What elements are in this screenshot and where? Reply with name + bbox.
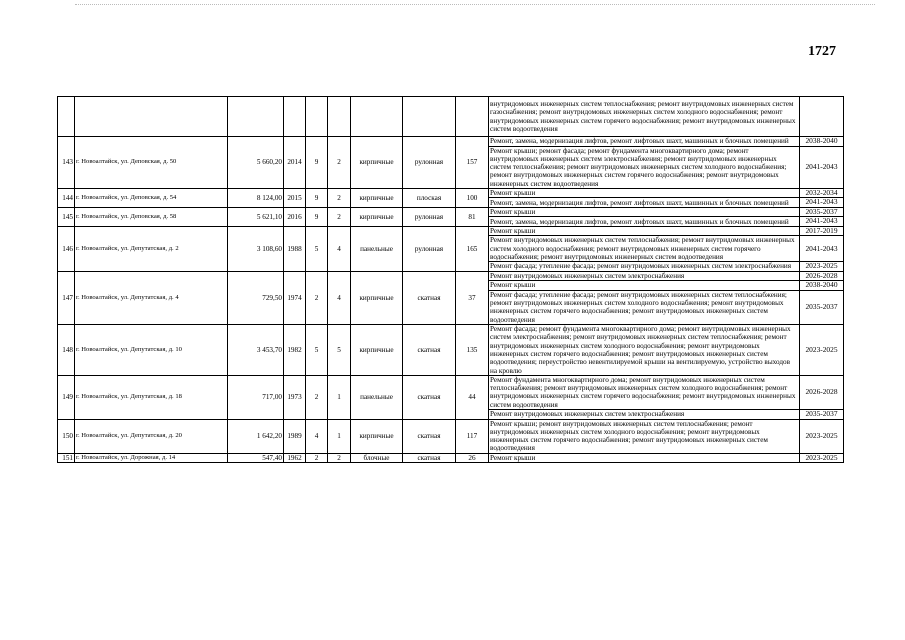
row-number: 150	[58, 419, 75, 453]
page-number: 1727	[808, 44, 836, 59]
work-description: Ремонт крыши	[489, 281, 800, 291]
work-period: 2035-2037	[800, 207, 844, 217]
roof-type: рулонная	[403, 207, 456, 226]
resident-count: 100	[456, 188, 489, 207]
work-description: Ремонт крыши	[489, 226, 800, 236]
building-address: г. Новоалтайск, ул. Депутатская, д. 4	[75, 271, 228, 324]
build-year: 1973	[284, 375, 306, 419]
build-year: 1988	[284, 226, 306, 271]
wall-material: кирпичные	[351, 137, 403, 189]
build-year: 2015	[284, 188, 306, 207]
resident-count: 135	[456, 325, 489, 376]
total-area: 729,50	[228, 271, 284, 324]
floor-count: 9	[306, 137, 328, 189]
work-period: 2041-2043	[800, 198, 844, 208]
wall-material: блочные	[351, 453, 403, 463]
row-number: 149	[58, 375, 75, 419]
resident-count: 44	[456, 375, 489, 419]
work-description: Ремонт внутридомовых инженерных систем электроснабжения	[489, 271, 800, 281]
wall-material: панельные	[351, 226, 403, 271]
work-period: 2041-2043	[800, 236, 844, 262]
build-year: 1982	[284, 325, 306, 376]
entrance-count: 5	[328, 325, 351, 376]
row-number: 147	[58, 271, 75, 324]
total-area: 3 108,60	[228, 226, 284, 271]
entrance-count: 4	[328, 271, 351, 324]
work-description: Ремонт внутридомовых инженерных систем электроснабжения	[489, 410, 800, 420]
building-row	[58, 188, 844, 198]
entrance-count: 1	[328, 419, 351, 453]
building-row	[58, 207, 844, 217]
building-row	[58, 226, 844, 236]
floor-count: 2	[306, 453, 328, 463]
work-period: 2032-2034	[800, 188, 844, 198]
work-period: 2023-2025	[800, 453, 844, 463]
work-description: Ремонт внутридомовых инженерных систем теплоснабжения; ремонт внутридомовых инженерных систем холодного водоснабжения; ремонт внутридомовых инженерных систем горячего водоснабжения; ремонт внутридомовых инженерных систем водоотведения	[489, 236, 800, 262]
building-row	[58, 325, 844, 376]
wall-material: кирпичные	[351, 325, 403, 376]
build-year: 2016	[284, 207, 306, 226]
floor-count: 2	[306, 375, 328, 419]
entrance-count: 1	[328, 375, 351, 419]
work-period: 2017-2019	[800, 226, 844, 236]
work-period: 2041-2043	[800, 146, 844, 188]
wall-material: панельные	[351, 375, 403, 419]
wall-material: кирпичные	[351, 207, 403, 226]
work-period: 2038-2040	[800, 137, 844, 147]
repair-schedule-table	[57, 96, 844, 463]
resident-count: 165	[456, 226, 489, 271]
wall-material: кирпичные	[351, 419, 403, 453]
building-address: г. Новоалтайск, ул. Депутатская, д. 2	[75, 226, 228, 271]
floor-count: 4	[306, 419, 328, 453]
work-description: Ремонт крыши; ремонт внутридомовых инженерных систем теплоснабжения; ремонт внутридомовых инженерных систем холодного водоснабжения; ремонт внутридомовых инженерных систем горячего водоснабжения; ремонт внутридомовых инженерных систем водоотведения	[489, 419, 800, 453]
entrance-count: 2	[328, 137, 351, 189]
work-description: Ремонт, замена, модернизация лифтов, ремонт лифтовых шахт, машинных и блочных помещений	[489, 137, 800, 147]
total-area: 5 621,10	[228, 207, 284, 226]
entrance-count: 2	[328, 453, 351, 463]
work-description: Ремонт фасада; утепление фасада; ремонт внутридомовых инженерных систем теплоснабжения; ремонт внутридомовых инженерных систем холодного водоснабжения; ремонт внутридомовых инженерных систем горячего водоснабжения; ремонт внутридомовых инженерных систем водоотведения	[489, 290, 800, 324]
total-area: 1 642,20	[228, 419, 284, 453]
resident-count: 26	[456, 453, 489, 463]
wall-material: кирпичные	[351, 188, 403, 207]
roof-type: рулонная	[403, 226, 456, 271]
resident-count: 117	[456, 419, 489, 453]
work-description: Ремонт фасада; ремонт фундамента многоквартирного дома; ремонт внутридомовых инженерных систем электроснабжения; ремонт внутридомовых инженерных систем теплоснабжения; ремонт внутридомовых инженерных систем холодного водоснабжения; ремонт внутридомовых инженерных систем горячего водоснабжения; ремонт внутридомовых инженерных систем водоотведения; переустройство невентилируемой крыши на вентилируемую, устройство выходов на кровлю	[489, 325, 800, 376]
work-description: Ремонт фасада; утепление фасада; ремонт внутридомовых инженерных систем электроснабжения	[489, 262, 800, 272]
building-address: г. Новоалтайск, ул. Дорожная, д. 14	[75, 453, 228, 463]
floor-count: 2	[306, 271, 328, 324]
work-period: 2023-2025	[800, 419, 844, 453]
work-description: Ремонт крыши	[489, 207, 800, 217]
resident-count: 81	[456, 207, 489, 226]
building-row	[58, 375, 844, 409]
building-address: г. Новоалтайск, ул. Депутатская, д. 10	[75, 325, 228, 376]
work-description: Ремонт фундамента многоквартирного дома; ремонт внутридомовых инженерных систем теплоснабжения; ремонт внутридомовых инженерных систем холодного водоснабжения; ремонт внутридомовых инженерных систем горячего водоснабжения; ремонт внутридомовых инженерных систем водоотведения	[489, 375, 800, 409]
row-number: 144	[58, 188, 75, 207]
continuation-row	[58, 97, 844, 137]
entrance-count: 2	[328, 188, 351, 207]
row-number: 145	[58, 207, 75, 226]
total-area: 717,00	[228, 375, 284, 419]
work-period: 2023-2025	[800, 325, 844, 376]
wall-material: кирпичные	[351, 271, 403, 324]
building-address: г. Новоалтайск, ул. Деповская, д. 54	[75, 188, 228, 207]
row-number: 151	[58, 453, 75, 463]
scan-noise	[75, 4, 875, 7]
total-area: 8 124,00	[228, 188, 284, 207]
floor-count: 9	[306, 188, 328, 207]
work-period: 2038-2040	[800, 281, 844, 291]
work-description: Ремонт крыши	[489, 453, 800, 463]
work-description: Ремонт, замена, модернизация лифтов, ремонт лифтовых шахт, машинных и блочных помещений	[489, 217, 800, 227]
building-address: г. Новоалтайск, ул. Деповская, д. 50	[75, 137, 228, 189]
building-row	[58, 419, 844, 453]
work-period: 2026-2028	[800, 375, 844, 409]
floor-count: 5	[306, 325, 328, 376]
building-row	[58, 271, 844, 281]
roof-type: скатная	[403, 271, 456, 324]
build-year: 2014	[284, 137, 306, 189]
work-period: 2035-2037	[800, 290, 844, 324]
building-row	[58, 453, 844, 463]
total-area: 3 453,70	[228, 325, 284, 376]
work-period: 2035-2037	[800, 410, 844, 420]
floor-count: 5	[306, 226, 328, 271]
work-period: 2041-2043	[800, 217, 844, 227]
total-area: 5 660,20	[228, 137, 284, 189]
work-description: Ремонт крыши	[489, 188, 800, 198]
row-number: 146	[58, 226, 75, 271]
entrance-count: 2	[328, 207, 351, 226]
roof-type: скатная	[403, 453, 456, 463]
roof-type: скатная	[403, 325, 456, 376]
floor-count: 9	[306, 207, 328, 226]
work-description: Ремонт крыши; ремонт фасада; ремонт фундамента многоквартирного дома; ремонт внутридомовых инженерных систем электроснабжения; ремонт внутридомовых инженерных систем теплоснабжения; ремонт внутридомовых инженерных систем холодного водоснабжения; ремонт внутридомовых инженерных систем горячего водоснабжения; ремонт внутридомовых инженерных систем водоотведения	[489, 146, 800, 188]
work-description: внутридомовых инженерных систем теплоснабжения; ремонт внутридомовых инженерных систем газоснабжения; ремонт внутридомовых инженерных систем холодного водоснабжения; ремонт внутридомовых инженерных систем горячего водоснабжения; ремонт внутридомовых инженерных систем водоотведения	[489, 97, 800, 137]
build-year: 1962	[284, 453, 306, 463]
roof-type: скатная	[403, 375, 456, 419]
roof-type: плоская	[403, 188, 456, 207]
work-period: 2023-2025	[800, 262, 844, 272]
building-address: г. Новоалтайск, ул. Депутатская, д. 20	[75, 419, 228, 453]
row-number: 148	[58, 325, 75, 376]
build-year: 1974	[284, 271, 306, 324]
entrance-count: 4	[328, 226, 351, 271]
row-number: 143	[58, 137, 75, 189]
roof-type: скатная	[403, 419, 456, 453]
building-row	[58, 137, 844, 147]
building-address: г. Новоалтайск, ул. Деповская, д. 58	[75, 207, 228, 226]
build-year: 1989	[284, 419, 306, 453]
resident-count: 157	[456, 137, 489, 189]
building-address: г. Новоалтайск, ул. Депутатская, д. 18	[75, 375, 228, 419]
total-area: 547,40	[228, 453, 284, 463]
work-description: Ремонт, замена, модернизация лифтов, ремонт лифтовых шахт, машинных и блочных помещений	[489, 198, 800, 208]
roof-type: рулонная	[403, 137, 456, 189]
work-period: 2026-2028	[800, 271, 844, 281]
resident-count: 37	[456, 271, 489, 324]
